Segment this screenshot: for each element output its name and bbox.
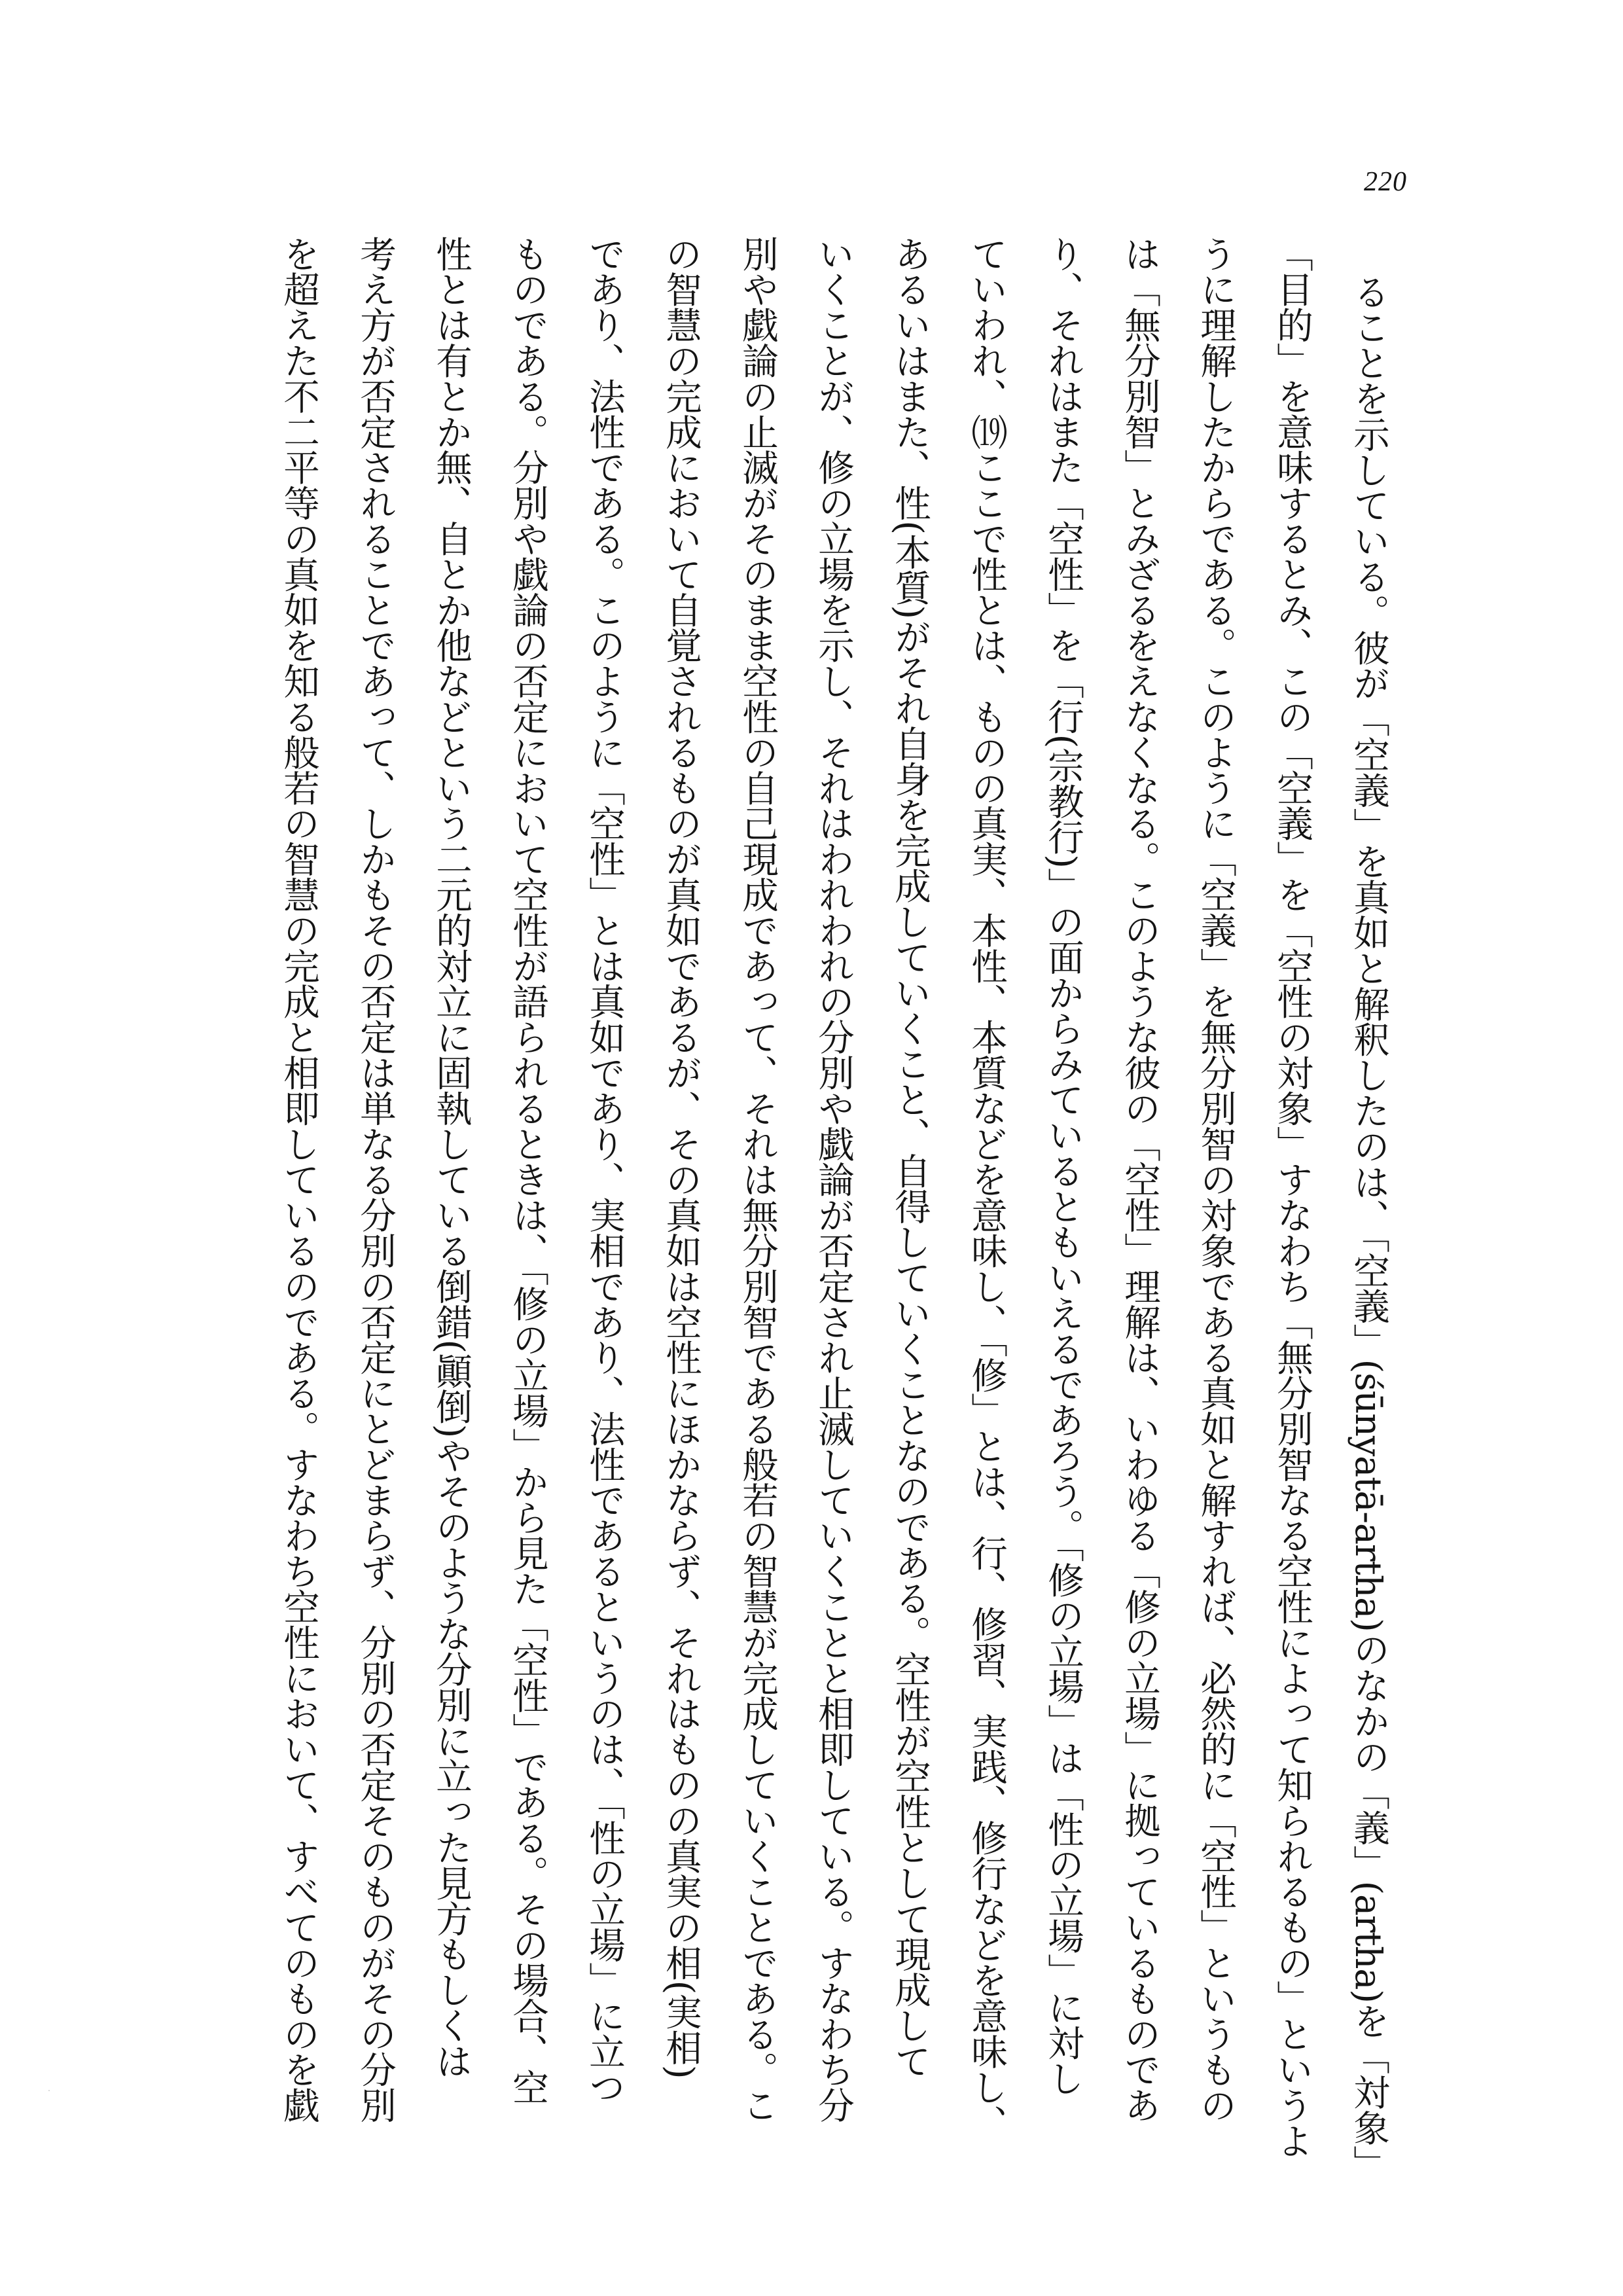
body-text [277, 236, 1400, 2181]
page-number: 220 [1364, 167, 1407, 197]
text-column: ていわれ、⒆ここで性とは、ものの真実、本性、本質などを意味し、「修」とは、行、修習、実践、修行などを意味し、 [965, 236, 1007, 2140]
text-column: の智慧の完成において自覚されるものが真如であるが、その真如は空性にほかならず、それはものの真実の相(実相) [659, 236, 702, 2079]
text-column: は「無分別智」とみざるをえなくなる。このような彼の「空性」理解は、いわゆる「修の立場」に拠っているものであ [1118, 236, 1160, 2123]
text-column: ることを示している。彼が「空義」を真如と解釈したのは、「空義」(śūnyatā-artha)のなかの「義」(artha)を「対象」 [1347, 274, 1389, 2181]
text-column: うに理解したからである。このように「空義」を無分別智の対象である真如と解すれば、必然的に「空性」というもの [1194, 236, 1236, 2123]
text-column: であり、法性である。このように「空性」とは真如であり、実相であり、法性であるというのは、「性の立場」に立つ [582, 236, 625, 2105]
text-column: 「目的」を意味するとみ、この「空義」を「空性の対象」すなわち「無分別智なる空性によって知られるもの」というよ [1270, 236, 1313, 2159]
text-column: を超えた不二平等の真如を知る般若の智慧の完成と相即しているのである。すなわち空性において、すべてのものを戯 [277, 236, 319, 2123]
text-column: 考え方が否定されることであって、しかもその否定は単なる分別の否定にとどまらず、分別の否定そのものがその分別 [353, 236, 396, 2123]
text-column: 別や戯論の止滅がそのまま空性の自己現成であって、それは無分別智である般若の智慧が完成していくことである。こ [736, 236, 778, 2123]
text-column: ものである。分別や戯論の否定において空性が語られるときは、「修の立場」から見た「空性」である。その場合、空 [506, 236, 548, 2105]
text-column: あるいはまた、性(本質)がそれ自身を完成していくこと、自得していくことなのである。空性が空性として現成して [888, 236, 931, 2079]
text-column: 性とは有とか無、自とか他などという二元的対立に固執している倒錯(顚倒)やそのような分別に立った見方もしくは [429, 236, 472, 2079]
margin-mark: · [47, 2086, 51, 2096]
text-column: いくことが、修の立場を示し、それはわれわれの分別や戯論が否定され止滅していくことと相即している。すなわち分 [812, 236, 854, 2123]
text-column: り、それはまた「空性」を「行(宗教行)」の面からみているともいえるであろう。「修の立場」は「性の立場」に対し [1041, 236, 1084, 2096]
